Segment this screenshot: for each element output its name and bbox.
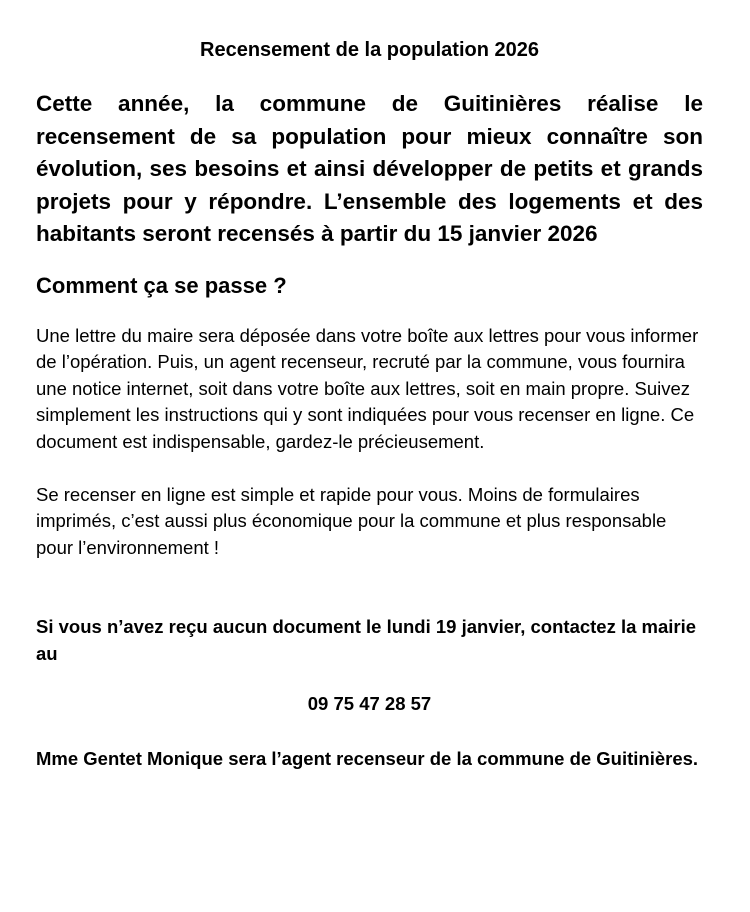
- mairie-phone-number: 09 75 47 28 57: [307, 693, 432, 714]
- census-agent-info: Mme Gentet Monique sera l’agent recenseur de la commune de Guitinières.: [36, 747, 699, 769]
- online-census-paragraph: Se recenser en ligne est simple et rapide pour vous. Moins de formulaires imprimés, c’est aussi plus économique pour la commune et plus responsable pour l’environnement !: [36, 483, 667, 558]
- contact-notice: Si vous n’avez reçu aucun document le lundi 19 janvier, contactez la mairie au: [36, 616, 697, 664]
- document-page: [36, 36, 703, 772]
- intro-paragraph: Cette année, la commune de Guitinières réalise le recensement de sa population pour mieux connaître son évolution, ses besoins et ainsi développer de petits et grands projets pour y répondre. L’ensemble des logements et des habitants seront recensés à partir du 15 janvier 2026: [36, 91, 703, 246]
- instructions-paragraph: Une lettre du maire sera déposée dans votre boîte aux lettres pour vous informer de l’opération. Puis, un agent recenseur, recruté par la commune, vous fournira une notice internet, soit dans votre boîte aux lettres, soit en main propre. Suivez simplement les instructions qui y sont indiquées pour vous recenser en ligne. Ce document est indispensable, gardez-le précieusement.: [36, 324, 699, 452]
- document-title: Recensement de la population 2026: [200, 39, 539, 61]
- section-heading: Comment ça se passe ?: [36, 272, 287, 298]
